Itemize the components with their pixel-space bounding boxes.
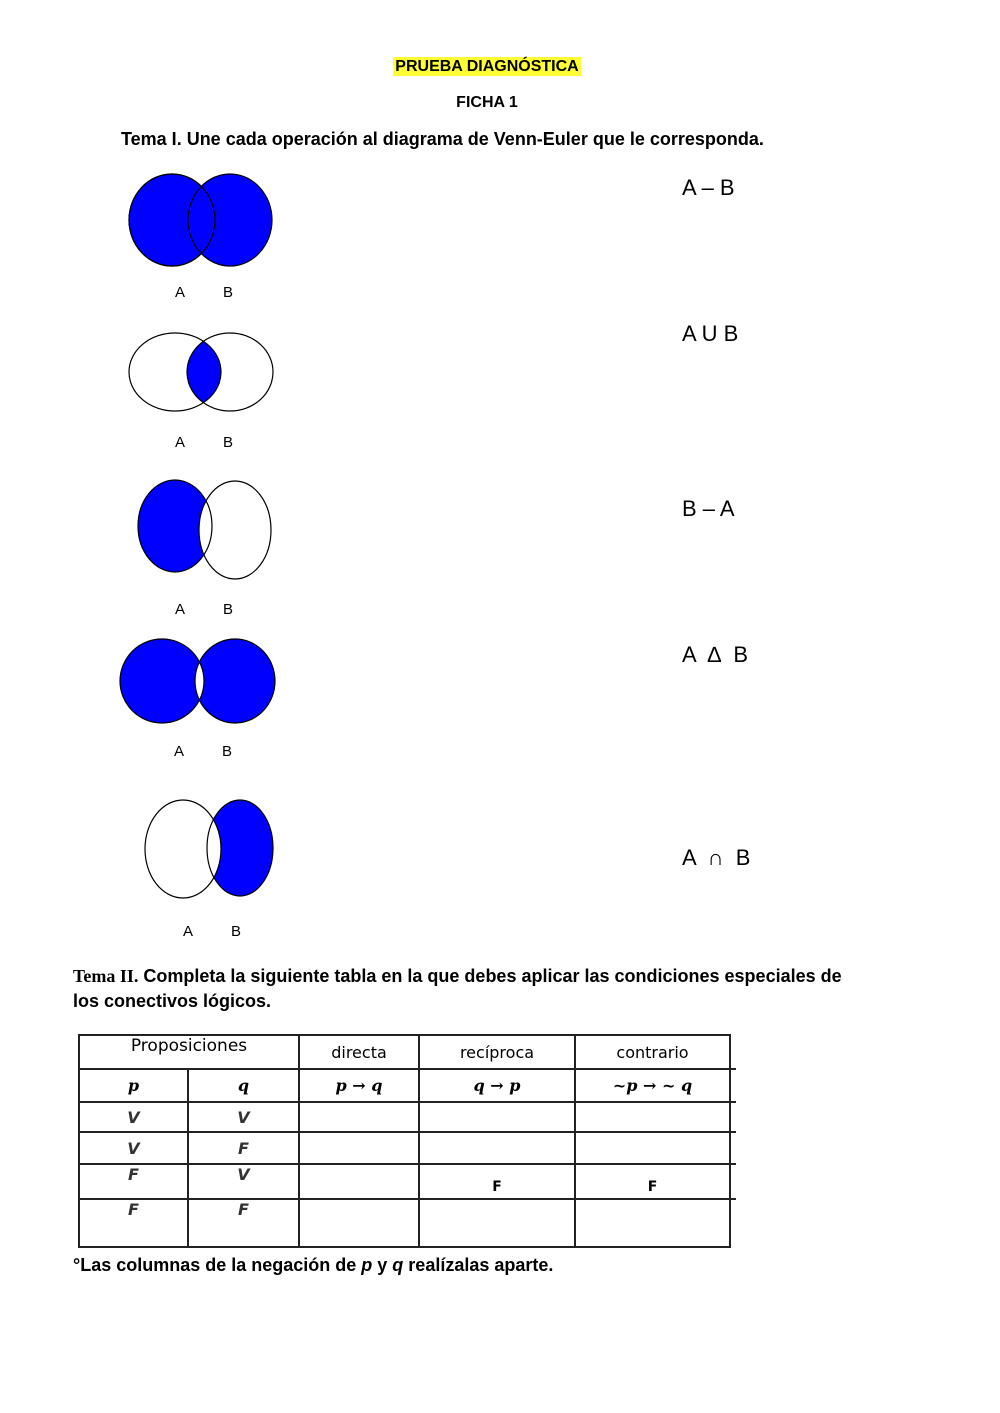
cell-reciproca[interactable]	[419, 1199, 575, 1247]
header-proposiciones: Proposiciones	[79, 1035, 299, 1069]
operation-label: A U B	[682, 321, 739, 346]
operation-label: A ∩ B	[682, 845, 751, 870]
cell-q: V	[188, 1102, 299, 1132]
header-q: q	[188, 1069, 299, 1102]
cell-q: F	[188, 1132, 299, 1164]
tema1-instruction: Tema I. Une cada operación al diagrama de Venn-Euler que le corresponda.	[121, 129, 764, 149]
expr-reciproca: q → p	[419, 1069, 575, 1102]
header-reciproca: recíproca	[419, 1035, 575, 1069]
operation-label: B – A	[682, 496, 735, 521]
table-row	[79, 1132, 736, 1164]
table-edge-cell	[730, 1069, 736, 1102]
venn-label-a: A	[175, 601, 186, 618]
cell-q: V	[188, 1164, 299, 1199]
table-header-row	[79, 1035, 736, 1069]
table-row	[79, 1199, 736, 1247]
cell-contrario[interactable]	[575, 1102, 730, 1132]
venn-label-a: A	[175, 434, 186, 451]
cell-contrario[interactable]	[575, 1199, 730, 1247]
truth-table	[78, 1034, 736, 1248]
cell-contrario[interactable]	[575, 1132, 730, 1164]
cell-directa[interactable]	[299, 1164, 419, 1199]
expr-directa: p → q	[299, 1069, 419, 1102]
table-edge-cell	[730, 1132, 736, 1164]
table-row	[79, 1102, 736, 1132]
venn-label-b: B	[231, 923, 242, 940]
venn-diagram-intersection	[110, 320, 290, 430]
cell-p: F	[79, 1199, 188, 1247]
header-contrario: contrario	[575, 1035, 730, 1069]
table-edge-cell	[730, 1035, 736, 1069]
operation-label: A – B	[682, 175, 735, 200]
table-edge-cell	[730, 1102, 736, 1132]
table-edge-cell	[730, 1164, 736, 1199]
cell-q: F	[188, 1199, 299, 1247]
page-subtitle: FICHA 1	[456, 94, 518, 111]
header-p: p	[79, 1069, 188, 1102]
cell-reciproca[interactable]	[419, 1102, 575, 1132]
venn-diagram-a-minus-b	[110, 476, 290, 586]
cell-directa[interactable]	[299, 1132, 419, 1164]
venn-label-a: A	[174, 743, 185, 760]
operation-label: A ∆ B	[682, 642, 749, 667]
header-directa: directa	[299, 1035, 419, 1069]
cell-reciproca[interactable]	[419, 1132, 575, 1164]
table-edge-cell	[730, 1199, 736, 1247]
page-title: PRUEBA DIAGNÓSTICA	[395, 58, 579, 75]
venn-label-b: B	[223, 284, 234, 301]
venn-label-a: A	[175, 284, 186, 301]
venn-label-a: A	[183, 923, 194, 940]
cell-p: V	[79, 1102, 188, 1132]
venn-label-b: B	[223, 434, 234, 451]
expr-contrario: ~p → ~ q	[575, 1069, 730, 1102]
venn-diagram-symmetric-difference	[110, 626, 290, 736]
venn-label-b: B	[222, 743, 233, 760]
cell-p: V	[79, 1132, 188, 1164]
cell-contrario[interactable]: F	[575, 1164, 730, 1199]
cell-p: F	[79, 1164, 188, 1199]
table-row	[79, 1164, 736, 1199]
table-header-row	[79, 1069, 736, 1102]
venn-label-b: B	[223, 601, 234, 618]
venn-diagram-b-minus-a	[110, 796, 290, 906]
cell-directa[interactable]	[299, 1199, 419, 1247]
cell-directa[interactable]	[299, 1102, 419, 1132]
cell-reciproca[interactable]: F	[419, 1164, 575, 1199]
venn-diagram-union	[110, 168, 290, 278]
footnote: °Las columnas de la negación de p y q realízalas aparte.	[73, 1255, 554, 1275]
tema2-instruction: Tema II. Completa la siguiente tabla en la que debes aplicar las condiciones especiales de los conectivos lógicos.	[73, 966, 842, 1011]
